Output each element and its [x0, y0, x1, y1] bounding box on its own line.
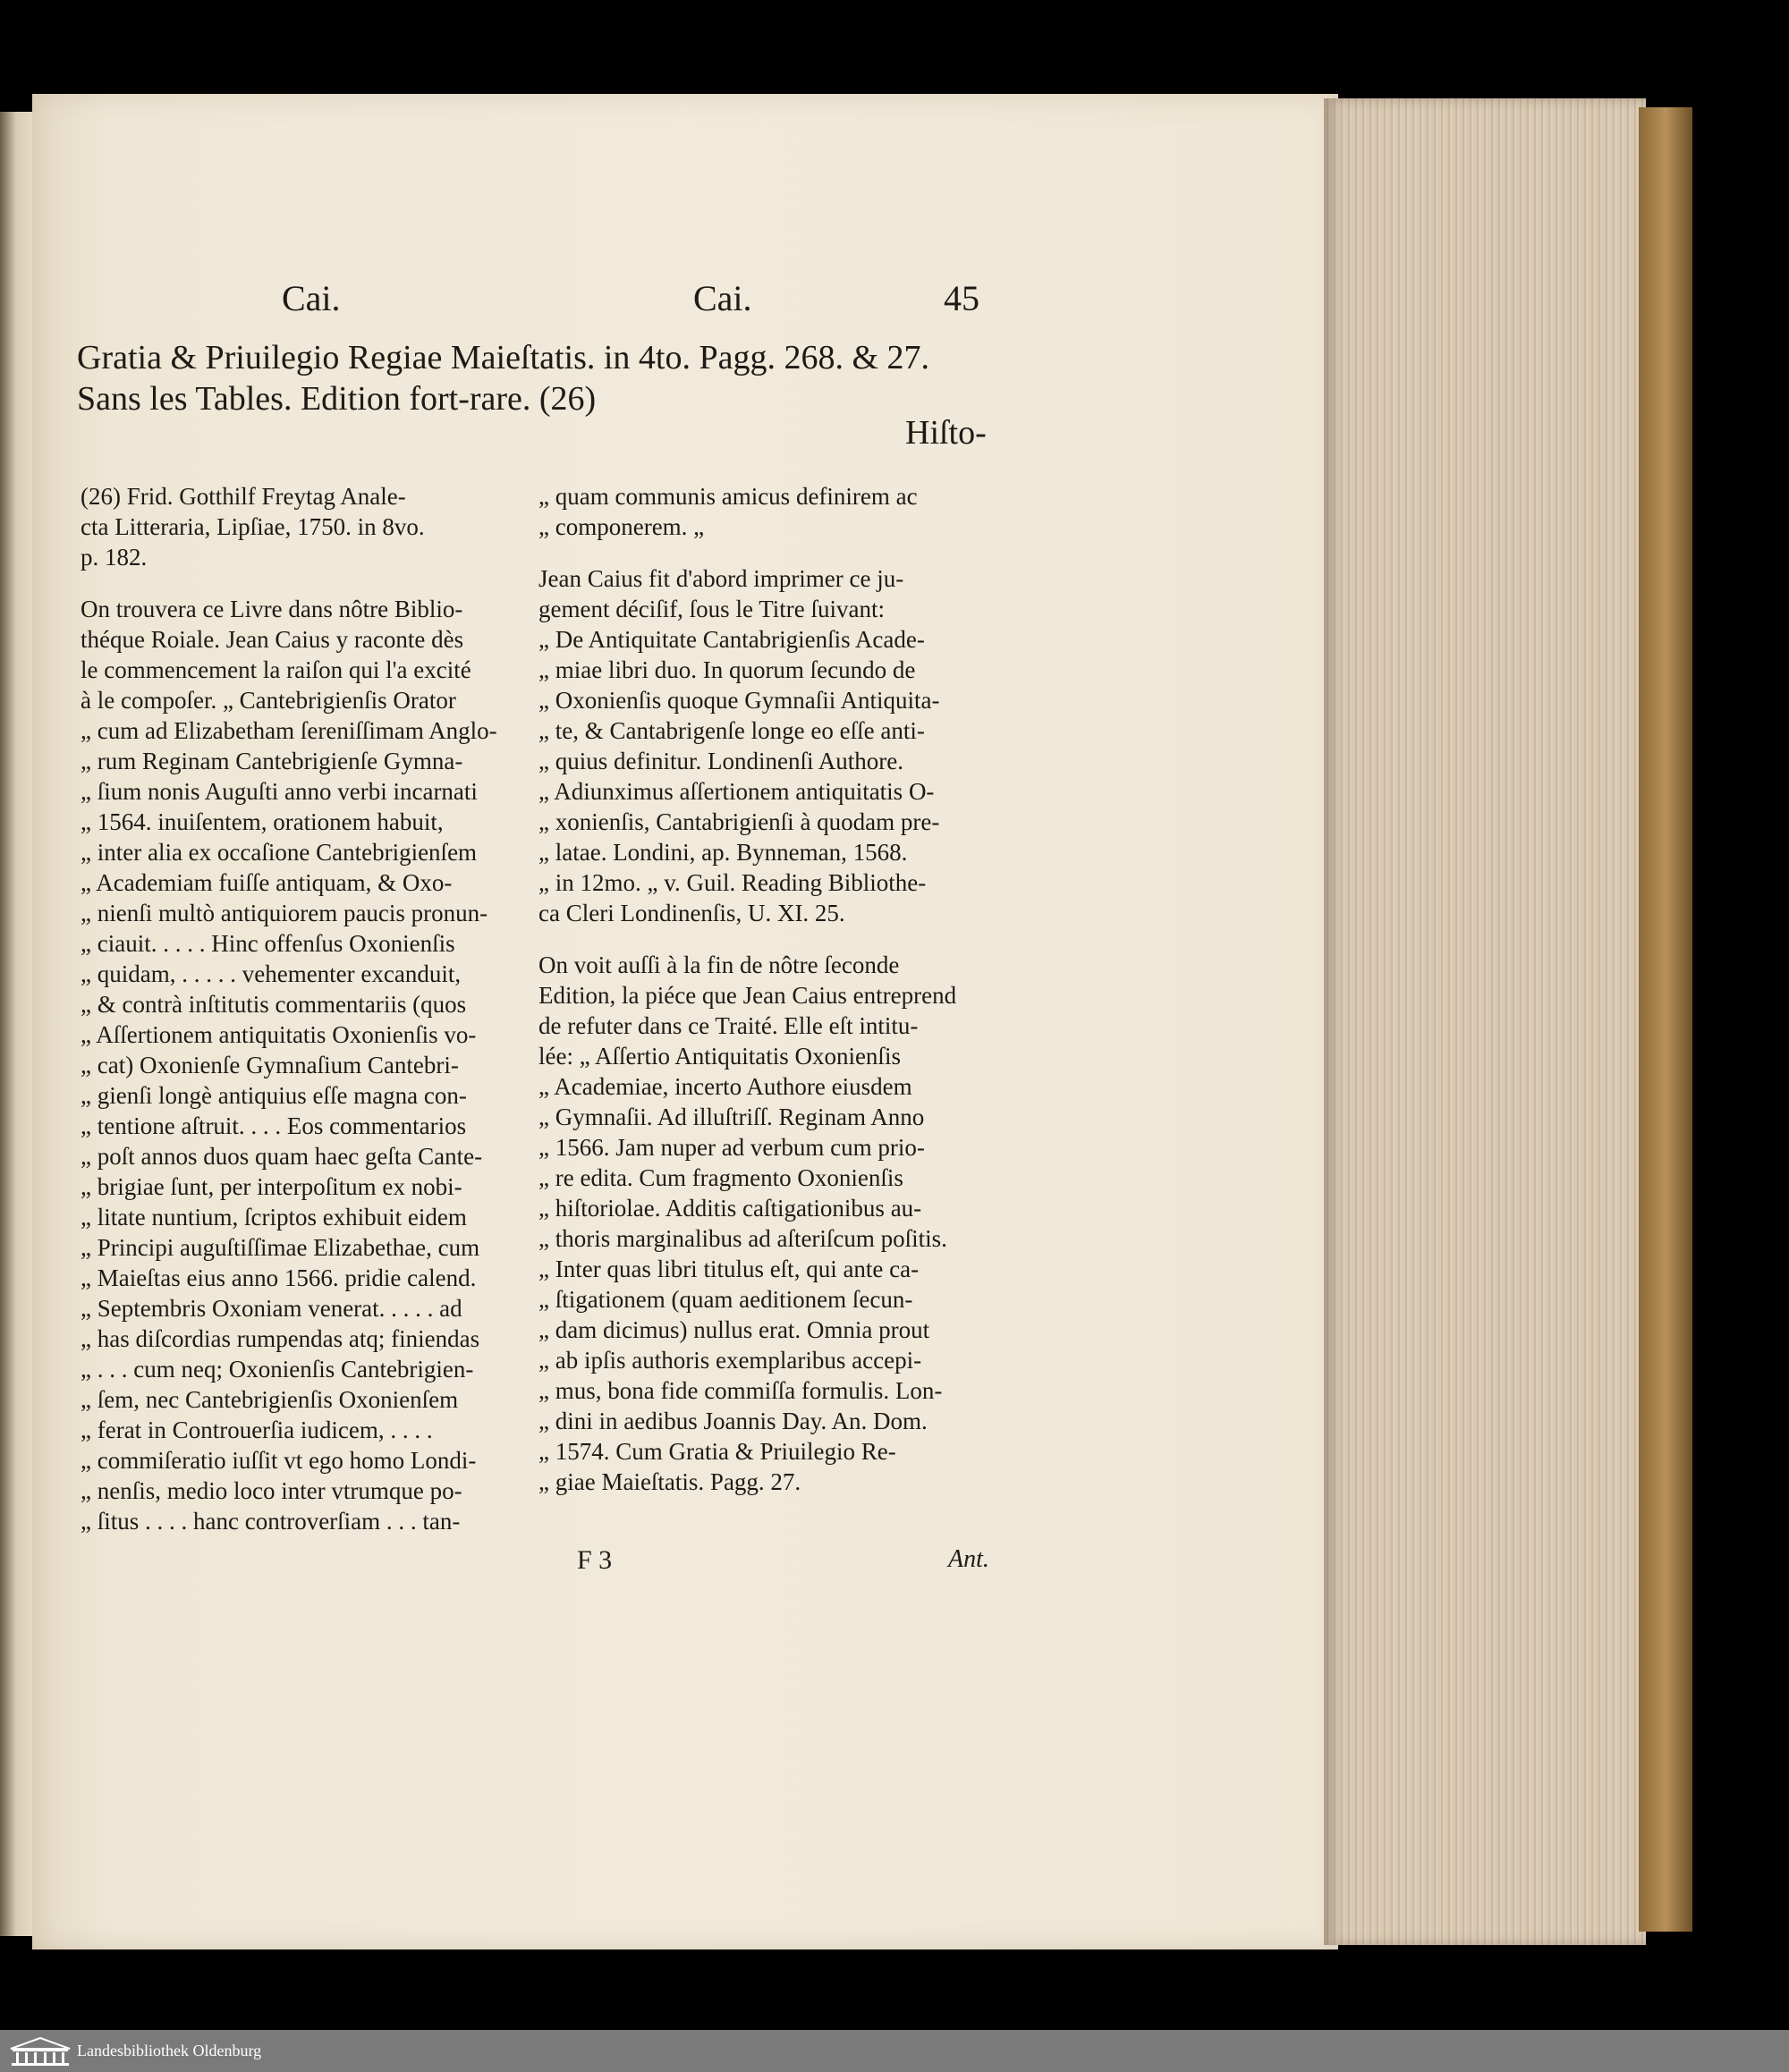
text-line: „ Maieſtas eius anno 1566. pridie calend. — [81, 1264, 477, 1291]
body-paragraph — [81, 594, 510, 1536]
text-line: „ nienſi multò antiquiorem paucis pronun- — [81, 900, 488, 926]
text-line: „ ferat in Controuerſia iudicem, . . . . — [81, 1417, 433, 1443]
text-line: „ mus, bona fide commiſſa formulis. Lon- — [538, 1377, 943, 1404]
text-line: „ thoris marginalibus ad aſteriſcum poſitis. — [538, 1225, 947, 1252]
text-line: „ nenſis, medio loco inter vtrumque po- — [81, 1477, 462, 1504]
text-line: „ gienſi longè antiquius eſſe magna con- — [81, 1082, 467, 1109]
text-line: „ Academiae, incerto Authore eiusdem — [538, 1073, 912, 1100]
text-line: „ dam dicimus) nullus erat. Omnia prout — [538, 1316, 930, 1343]
text-line: le commencement la raiſon qui l'a excité — [81, 656, 471, 683]
text-line: ca Cleri Londinenſis, U. XI. 25. — [538, 900, 845, 926]
text-line: Jean Caius fit d'abord imprimer ce ju- — [538, 565, 904, 592]
continuation-paragraph — [538, 481, 995, 542]
page-block-edge — [1324, 98, 1646, 1945]
text-line: „ cum ad Elizabetham ſereniſſimam Anglo- — [81, 717, 497, 744]
footnote-line: p. 182. — [81, 544, 148, 571]
text-line: „ miae libri duo. In quorum ſecundo de — [538, 656, 916, 683]
footnote — [81, 481, 510, 572]
catchword-top: Hiſto- — [905, 414, 987, 452]
top-line-2: Sans les Tables. Edition fort-rare. (26) — [77, 380, 597, 418]
library-watermark-bar — [0, 2030, 1789, 2072]
text-line: théque Roiale. Jean Caius y raconte dès — [81, 626, 464, 653]
library-building-icon — [9, 2036, 72, 2067]
book-cover-edge — [1639, 107, 1692, 1932]
text-line: „ litate nuntium, ſcriptos exhibuit eidem — [81, 1204, 467, 1231]
running-head-center: Cai. — [693, 278, 752, 318]
footnote-line: cta Litteraria, Lipſiae, 1750. in 8vo. — [81, 513, 425, 540]
text-line: On voit auſſi à la fin de nôtre ſeconde — [538, 951, 900, 978]
text-line: „ componerem. „ — [538, 513, 705, 540]
top-line-1: Gratia & Priuilegio Regiae Maieſtatis. in 4to. Pagg. 268. & 27. — [77, 339, 930, 376]
text-line: „ ſem, nec Cantebrigienſis Oxonienſem — [81, 1386, 459, 1413]
text-line: „ tentione aſtruit. . . . Eos commentarios — [81, 1112, 467, 1139]
right-column — [538, 481, 995, 1497]
footnote-line: (26) Frid. Gotthilf Freytag Anale- — [81, 483, 406, 510]
text-line: „ & contrà inſtitutis commentariis (quos — [81, 991, 467, 1018]
running-head-left: Cai. — [282, 278, 341, 318]
text-line: On trouvera ce Livre dans nôtre Biblio- — [81, 596, 463, 622]
text-line: Edition, la piéce que Jean Caius entreprend — [538, 982, 957, 1009]
text-line: „ 1574. Cum Gratia & Priuilegio Re- — [538, 1438, 896, 1465]
text-line: „ ciauit. . . . . Hinc offenſus Oxonienſis — [81, 930, 455, 957]
text-line: „ giae Maieſtatis. Pagg. 27. — [538, 1468, 801, 1495]
text-line: de refuter dans ce Traité. Elle eſt intitu- — [538, 1012, 919, 1039]
page-number: 45 — [944, 278, 979, 318]
text-line: „ ſium nonis Auguſti anno verbi incarnati — [81, 778, 478, 805]
text-line: lée: „ Aſſertio Antiquitatis Oxonienſis — [538, 1043, 901, 1070]
text-line: „ xonienſis, Cantabrigienſi à quodam pre- — [538, 808, 940, 835]
text-line: „ brigiae ſunt, per interpoſitum ex nobi- — [81, 1173, 462, 1200]
text-line: „ ſitus . . . . hanc controverſiam . . . tan- — [81, 1508, 461, 1535]
body-paragraph — [538, 563, 995, 928]
text-line: „ Septembris Oxoniam venerat. . . . . ad — [81, 1295, 462, 1322]
text-line: „ Inter quas libri titulus eſt, qui ante ca- — [538, 1256, 920, 1282]
text-line: „ has diſcordias rumpendas atq; finiendas — [81, 1325, 480, 1352]
text-line: gement déciſif, ſous le Titre ſuivant: — [538, 596, 885, 622]
text-line: „ dini in aedibus Joannis Day. An. Dom. — [538, 1408, 928, 1434]
text-line: „ quam communis amicus definirem ac — [538, 483, 918, 510]
left-column — [81, 481, 510, 1536]
text-line: „ Principi auguſtiſſimae Elizabethae, cum — [81, 1234, 480, 1261]
text-line: „ ſtigationem (quam aeditionem ſecun- — [538, 1286, 913, 1313]
text-line: „ in 12mo. „ v. Guil. Reading Bibliothe- — [538, 869, 927, 896]
text-line: „ Gymnaſii. Ad illuſtriſſ. Reginam Anno — [538, 1104, 925, 1130]
text-line: „ quius definitur. Londinenſi Authore. — [538, 748, 903, 774]
text-line: „ rum Reginam Cantebrigienſe Gymna- — [81, 748, 463, 774]
text-line: „ re edita. Cum fragmento Oxonienſis — [538, 1164, 903, 1191]
text-line: „ ab ipſis authoris exemplaribus accepi- — [538, 1347, 922, 1374]
library-name: Landesbibliothek Oldenburg — [77, 2042, 262, 2059]
text-line: „ commiſeratio iuſſit vt ego homo Londi- — [81, 1447, 477, 1474]
body-paragraph — [538, 950, 995, 1497]
text-line: „ latae. Londini, ap. Bynneman, 1568. — [538, 839, 908, 866]
text-line: „ poſt annos duos quam haec geſta Cante- — [81, 1143, 483, 1170]
text-line: „ 1566. Jam nuper ad verbum cum prio- — [538, 1134, 925, 1161]
text-line: „ . . . cum neq; Oxonienſis Cantebrigien- — [81, 1356, 474, 1383]
text-line: „ De Antiquitate Cantabrigienſis Acade- — [538, 626, 925, 653]
text-line: „ quidam, . . . . . vehementer excanduit, — [81, 960, 462, 987]
text-line: „ hiſtoriolae. Additis caſtigationibus au- — [538, 1195, 922, 1222]
signature-mark: F 3 — [577, 1545, 613, 1575]
text-line: „ 1564. inuiſentem, orationem habuit, — [81, 808, 444, 835]
text-line: „ te, & Cantabrigenſe longe eo eſſe anti- — [538, 717, 925, 744]
text-line: „ inter alia ex occaſione Cantebrigienſem — [81, 839, 478, 866]
text-line: „ Adiunximus aſſertionem antiquitatis O- — [538, 778, 935, 805]
catchword-bottom: Ant. — [948, 1545, 989, 1573]
adjacent-page-edge — [0, 112, 36, 1936]
text-line: „ Academiam fuiſſe antiquam, & Oxo- — [81, 869, 453, 896]
text-line: à le compoſer. „ Cantebrigienſis Orator — [81, 687, 456, 714]
text-line: „ Aſſertionem antiquitatis Oxonienſis vo- — [81, 1021, 477, 1048]
text-line: „ Oxonienſis quoque Gymnaſii Antiquita- — [538, 687, 940, 714]
text-line: „ cat) Oxonienſe Gymnaſium Cantebri- — [81, 1052, 459, 1078]
